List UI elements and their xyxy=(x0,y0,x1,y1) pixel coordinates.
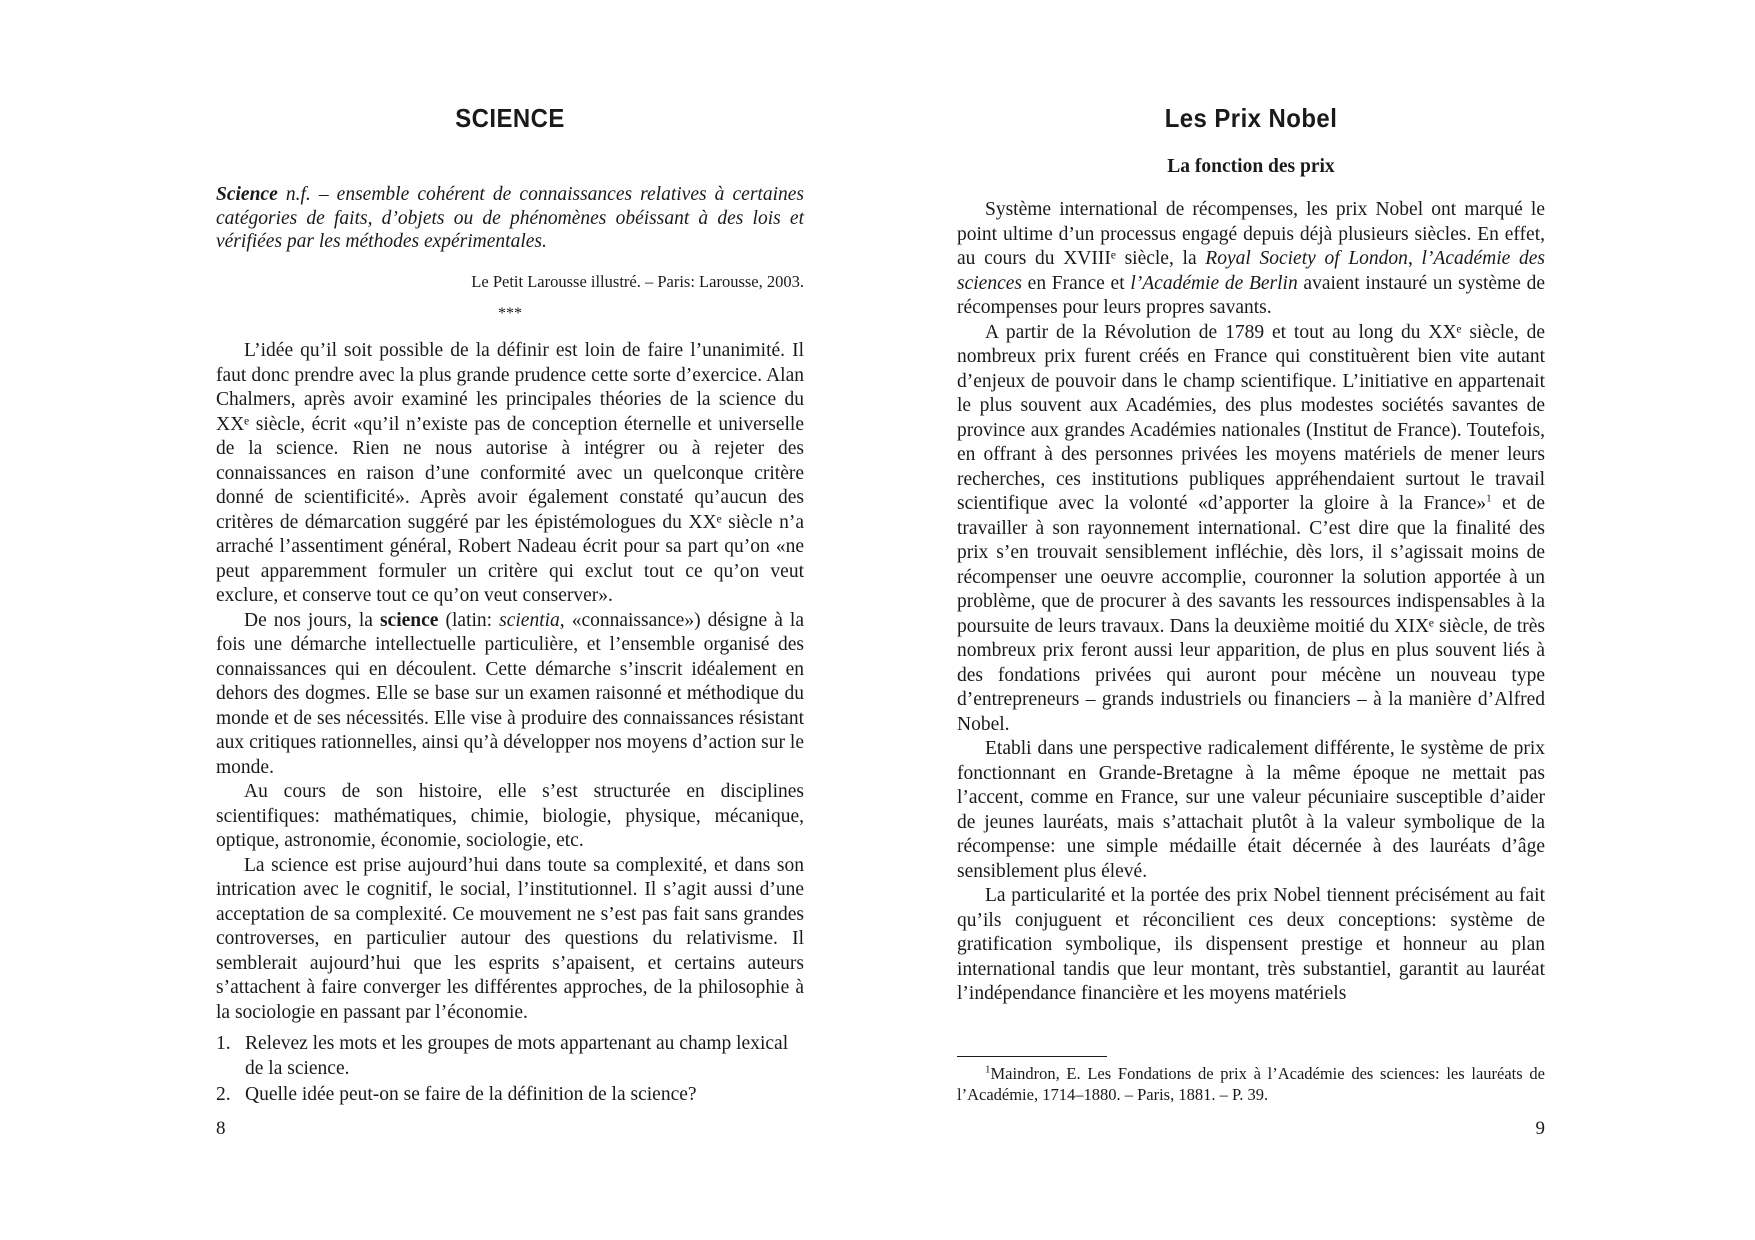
paragraph: La science est prise aujourd’hui dans toute sa complexité, et dans son intrication avec le cognitif, le social, l’institutionnel. Il s’agit aussi d’une acceptation de sa complexité. Ce mouvement ne s’est pas fait sans grandes controverses, en particulier autour des questions du relativisme. Il semblerait aujourd’hui que les esprits s’apaisent, et certains auteurs s’attachent à faire converger les différentes approches, de la philosophie à la sociologie en passant par l’économie. xyxy=(216,854,804,1023)
paragraph: L’idée qu’il soit possible de la définir est loin de faire l’unanimité. Il faut donc prendre avec la plus grande prudence cette sorte d’exercice. Alan Chalmers, après avoir examiné les principales théories de la science du XXᵉ siècle, écrit «qu’il n’existe pas de conception éternelle et universelle de la science. Rien ne nous autorise à intégrer ou à rejeter des connaissances en raison d’une conformité avec un quelconque critère donné de scientificité». Après avoir également constaté qu’aucun des critères de démarcation suggéré par les épistémologues du XXᵉ siècle n’a arraché l’assentiment général, Robert Nadeau écrit pour sa part qu’on «ne peut apparemment formuler un critère qui exclut tout ce qu’on veut exclure, et conserve tout ce qu’on veut conserver». xyxy=(216,340,804,606)
text-run: , «connaissance») désigne à la fois une démarche intellectuelle particulière, et l’ensemble organisé des connaissances qui en découlent. Cette démarche s’inscrit idéalement en dehors des dogmes. Elle se base sur un examen raisonné et méthodique du monde et de ses nécessités. Elle vise à produire des connaissances résistant aux critiques rationnelles, ainsi qu’à développer nos moyens d’action sur le monde. xyxy=(216,609,804,778)
question-text: Relevez les mots et les groupes de mots appartenant au champ lexical de la science. xyxy=(245,1033,789,1079)
page-number: 9 xyxy=(1535,1118,1545,1139)
paragraph xyxy=(957,198,1545,321)
section-subtitle: La fonction des prix xyxy=(1167,156,1335,177)
question-item xyxy=(216,1083,804,1108)
article-body xyxy=(216,339,804,1025)
text-run: (latin: xyxy=(438,609,500,631)
paragraph: Etabli dans une perspective radicalement différente, le système de prix fonctionnant en Grande-Bretagne à la même époque ne mettait pas l’accent, comme en France, sur une valeur pécuniaire susceptible d’aider de jeunes lauréats, mais s’attachait plutôt à la valeur symbolique de la récompense: une simple médaille était décernée à des lauréats d’âge sensiblement plus élevé. xyxy=(957,738,1545,882)
text-run: en France et xyxy=(1021,272,1131,294)
page-title: Les Prix Nobel xyxy=(1164,103,1338,133)
text-run: A partir de la Révolution de 1789 et tout au long du XXᵉ siècle, de nombreux prix furent créés en France qui constituèrent bien vite autant d’enjeux de pouvoir dans le champ scientifique. L’initiative en appartenait le plus souvent aux Académies, des plus modestes sociétés savantes de province aux grandes Académies nationales (Institut de France). Toutefois, en offrant à des personnes privées les moyens matériels de mener leurs recherches, ces institutions publiques appréhendaient surtout le travail scientifique avec la volonté «d’apporter la gloire à la France» xyxy=(957,321,1545,514)
text-run: Système international de récompenses, les prix Nobel ont marqué le point ultime d’un processus engagé depuis déjà plusieurs siècles. En effet, au cours du XVIIIᵉ siècle, la xyxy=(957,199,1545,269)
institution-name: l’Académie des sciences xyxy=(957,248,1545,294)
paragraph xyxy=(957,321,1545,738)
definition-text: n.f. – ensemble cohérent de connaissances relatives à certaines catégories de faits, d’objets ou de phénomènes obéissant à des lois et vérifiées par les méthodes expérimentales. xyxy=(216,184,804,252)
paragraph: La particularité et la portée des prix Nobel tiennent précisément au fait qu’ils conjuguent et réconcilient ces deux conceptions: système de gratification symbolique, ils dispensent prestige et honneur au plan international tandis que leur montant, très substantiel, garantit au lauréat l’indépendance financière et les moyens matériels xyxy=(957,885,1545,1004)
footnote-text xyxy=(957,1063,1545,1105)
definition-term: Science xyxy=(216,184,278,205)
institution-name: l’Académie de Berlin xyxy=(1130,272,1298,294)
text-run: , xyxy=(1407,248,1422,269)
definition-source: Le Petit Larousse illustré. – Paris: Larousse, 2003. xyxy=(471,272,804,291)
question-item xyxy=(216,1032,804,1081)
institution-name: Royal Society of London xyxy=(1205,248,1408,269)
footnote-rule xyxy=(957,1056,1107,1057)
section-separator: *** xyxy=(498,305,522,322)
page-title: SCIENCE xyxy=(455,103,565,133)
footnote xyxy=(957,1063,1545,1105)
page-number: 8 xyxy=(216,1118,226,1139)
paragraph: Au cours de son histoire, elle s’est structurée en disciplines scientifiques: mathématiques, chimie, biologie, physique, mécanique, optique, astronomie, économie, sociologie, etc. xyxy=(216,781,804,851)
paragraph xyxy=(216,609,804,781)
footnote-body: Maindron, E. Les Fondations de prix à l’Académie des sciences: les lauréats de l’Académie, 1714–1880. – Paris, 1881. – P. 39. xyxy=(957,1064,1545,1104)
question-number: 1. xyxy=(216,1033,231,1054)
definition xyxy=(216,183,804,254)
keyword-science: science xyxy=(379,609,439,631)
question-number: 2. xyxy=(216,1084,231,1105)
question-text: Quelle idée peut-on se faire de la définition de la science? xyxy=(245,1084,697,1105)
article-body xyxy=(957,198,1545,1007)
footnote-mark: 1 xyxy=(985,1063,991,1076)
footnote-ref: 1 xyxy=(1486,492,1492,505)
text-run: et de travailler à son rayonnement international. C’est dire que la finalité des prix s’en trouvait sensiblement infléchie, dès lors, il s’agissait moins de récompenser une oeuvre accomplie, couronner la solution apportée à un problème, que de procurer à des savants les ressources indispensables à la poursuite de leurs travaux. Dans la deuxième moitié du XIXᵉ siècle, de très nombreux prix feront aussi leur apparition, de plus en plus souvent liés à des fondations privées qui auront pour mécène un nouveau type d’entrepreneurs – grands industriels ou financiers – à la manière d’Alfred Nobel. xyxy=(957,493,1545,735)
questions-list xyxy=(216,1032,804,1110)
text-run: De nos jours, la xyxy=(244,609,380,631)
text-run: avaient instauré un système de récompenses pour leurs propres savants. xyxy=(957,272,1545,318)
latin-term: scientia xyxy=(499,609,560,631)
